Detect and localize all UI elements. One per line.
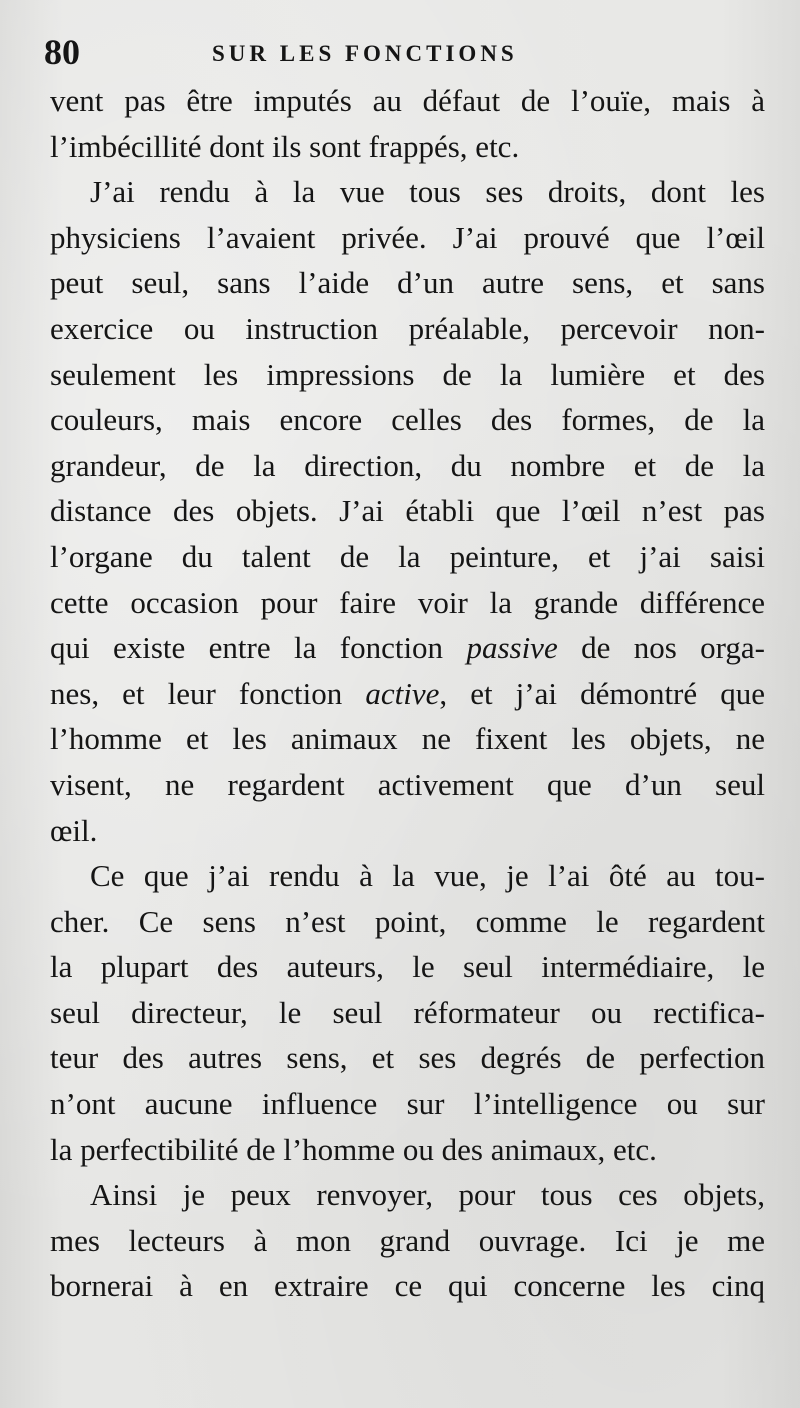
- text-line: vent pas être imputés au défaut de l’ouïe, mais à: [50, 83, 765, 118]
- italic-term: passive: [466, 630, 558, 666]
- running-title: SUR LES FONCTIONS: [212, 41, 518, 66]
- text-line: Ce que j’ai rendu à la vue, je l’ai ôté au tou-: [90, 858, 765, 894]
- text-line: la perfectibilité de l’homme ou des animaux, etc.: [50, 1131, 657, 1167]
- text-line: œil.: [50, 812, 98, 848]
- text-segment: qui existe entre la fonction: [50, 630, 467, 666]
- page-number: 80: [44, 32, 80, 72]
- text-line: couleurs, mais encore celles des formes, de la: [50, 402, 765, 438]
- text-line: physiciens l’avaient privée. J’ai prouvé que l’œil: [50, 219, 765, 255]
- text-line: bornerai à en extraire ce qui concerne les cinq: [50, 1268, 765, 1304]
- text-line: n’ont aucune influence sur l’intelligence ou sur: [50, 1086, 765, 1122]
- text-line: visent, ne regardent activement que d’un seul: [50, 766, 765, 802]
- text-segment: , et j’ai démontré que: [439, 675, 765, 711]
- text-line: [50, 625, 765, 671]
- text-line: cher. Ce sens n’est point, comme le regardent: [50, 903, 765, 939]
- running-head: [44, 30, 760, 74]
- text-body: [50, 78, 765, 1309]
- text-line: teur des autres sens, et ses degrés de perfection: [50, 1040, 765, 1076]
- text-line: l’imbécillité dont ils sont frappés, etc.: [50, 128, 520, 164]
- text-line: la plupart des auteurs, le seul intermédiaire, le: [50, 949, 765, 985]
- text-line: [50, 671, 765, 717]
- text-line: exercice ou instruction préalable, percevoir non-: [50, 310, 765, 346]
- text-line: seulement les impressions de la lumière et des: [50, 356, 765, 392]
- text-line: distance des objets. J’ai établi que l’œil n’est pas: [50, 493, 765, 529]
- text-segment: nes, et leur fonction: [50, 675, 366, 711]
- text-line: cette occasion pour faire voir la grande différence: [50, 584, 765, 620]
- italic-term: active: [365, 675, 440, 711]
- text-line: l’homme et les animaux ne fixent les objets, ne: [50, 721, 765, 757]
- text-segment: de nos orga-: [557, 630, 765, 666]
- text-line: mes lecteurs à mon grand ouvrage. Ici je me: [50, 1222, 765, 1258]
- text-line: l’organe du talent de la peinture, et j’ai saisi: [50, 538, 765, 574]
- text-line: grandeur, de la direction, du nombre et de la: [50, 447, 765, 483]
- text-line: Ainsi je peux renvoyer, pour tous ces objets,: [90, 1177, 765, 1213]
- text-line: seul directeur, le seul réformateur ou rectifica-: [50, 994, 765, 1030]
- text-line: J’ai rendu à la vue tous ses droits, dont les: [90, 174, 765, 210]
- text-line: peut seul, sans l’aide d’un autre sens, et sans: [50, 265, 765, 301]
